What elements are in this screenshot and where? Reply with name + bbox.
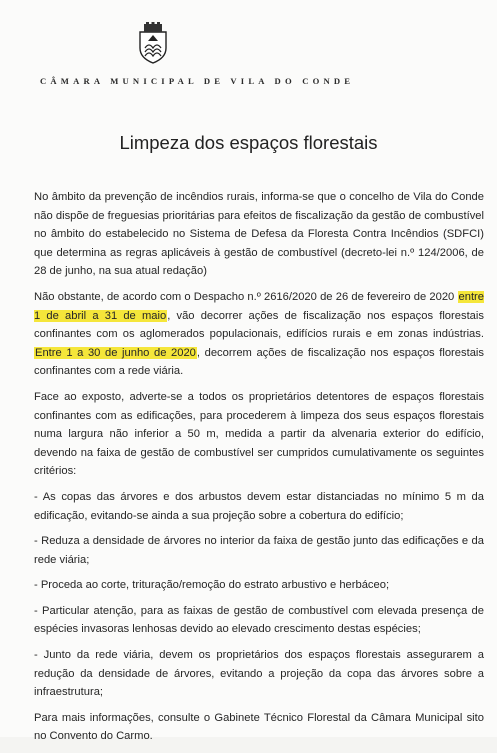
- paragraph-dates-text-c: , decorrem ações de fiscalização nos espaços florestais confinantes com a rede viária.: [34, 346, 484, 378]
- criteria-item-5: - Junto da rede viária, devem os proprietários dos espaços florestais assegurarem a redução da densidade de árvores, evitando a projeção da copa das árvores sobre a infraestrutura;: [34, 649, 484, 699]
- paragraph-intro: No âmbito da prevenção de incêndios rurais, informa-se que o concelho de Vila do Conde não dispõe de freguesias prioritárias para efeitos de fiscalização da gestão de combustível no âmbito do estabelecido no Sistema de Defesa da Floresta Contra Incêndios (SDFCI) que determina as regras aplicáveis à gestão de combustível (decreto-lei n.º 124/2006, de 28 de junho, na sua atual redação): [34, 191, 484, 278]
- criteria-item-3: - Proceda ao corte, trituração/remoção do estrato arbustivo e herbáceo;: [34, 579, 390, 592]
- highlight-april-may: entre 1 de abril a 31 de maio: [34, 290, 484, 322]
- municipal-crest-icon: [136, 22, 170, 64]
- paragraph-dates: [34, 288, 484, 381]
- page-title: Limpeza dos espaços florestais: [119, 132, 378, 153]
- criteria-item-1: - As copas das árvores e dos arbustos devem estar distanciadas no mínimo 5 m da edificação, evitando-se ainda a sua projeção sobre a cobertura do edifício;: [34, 490, 484, 522]
- paragraph-dates-text-a: Não obstante, de acordo com o Despacho n.º 2616/2020 de 26 de fevereiro de 2020: [34, 290, 458, 303]
- criteria-item-2: - Reduza a densidade de árvores no interior da faixa de gestão junto das edificações e da rede viária;: [34, 535, 484, 566]
- paragraph-dates-text-b: , vão decorrer ações de fiscalização nos espaços florestais confinantes com os aglomerados populacionais, edifícios rurais e em zonas indústrias.: [34, 309, 484, 341]
- criteria-item-4: - Particular atenção, para as faixas de gestão de combustível com elevada presença de espécies invasoras lenhosas devido ao elevado crescimento destas espécies;: [34, 604, 484, 636]
- paragraph-warning: Face ao exposto, adverte-se a todos os proprietários detentores de espaços florestais confinantes com as edificações, para procederem à limpeza dos seus espaços florestais numa largura não inferior a 50 m, medida a partir da alvenaria exterior do edifício, devendo na faixa de gestão de combustível ser cumpridos cumulativamente os seguintes critérios:: [34, 390, 484, 478]
- org-name: CÂMARA MUNICIPAL DE VILA DO CONDE: [40, 76, 355, 86]
- highlight-june: Entre 1 a 30 de junho de 2020: [35, 346, 196, 359]
- paragraph-contact: Para mais informações, consulte o Gabinete Técnico Florestal da Câmara Municipal sito no Convento do Carmo.: [34, 711, 484, 743]
- document-body: [34, 188, 484, 753]
